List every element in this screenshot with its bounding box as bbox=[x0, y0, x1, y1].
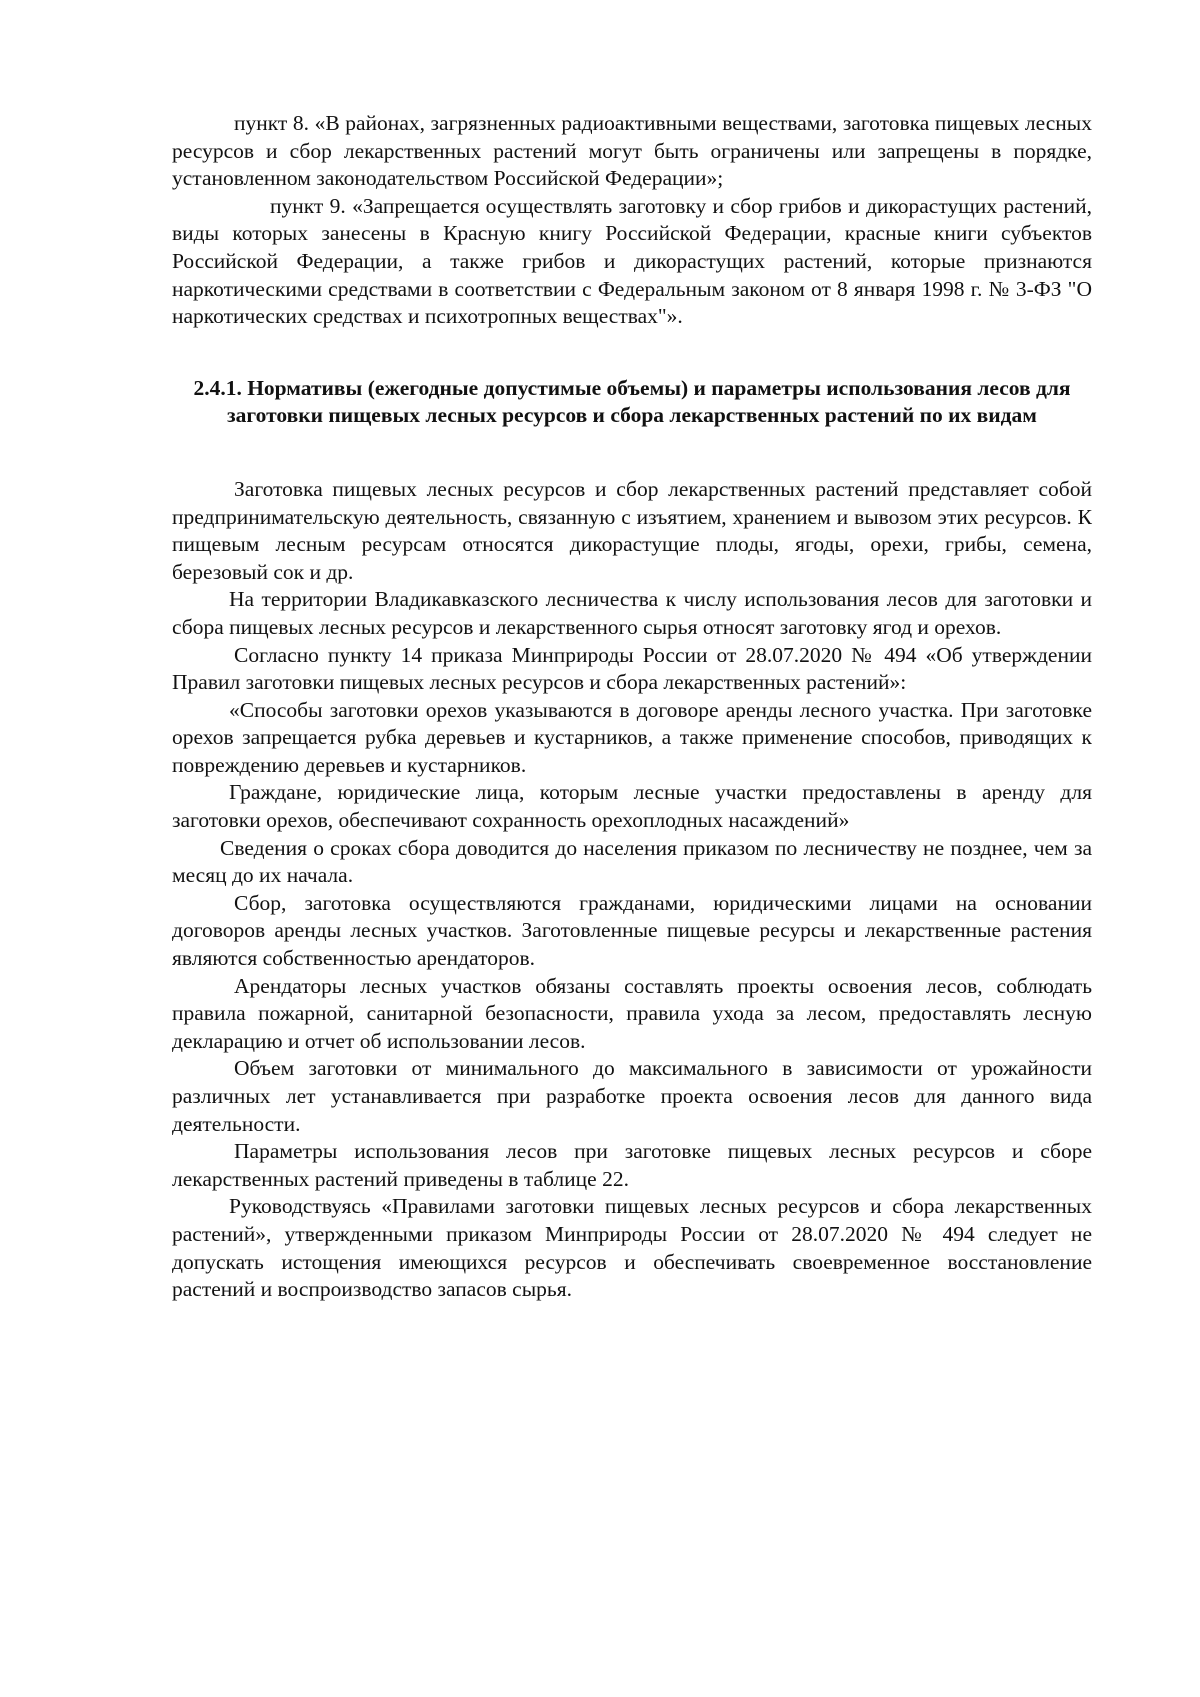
paragraph-punkt-8: пункт 8. «В районах, загрязненных радиоактивными веществами, заготовка пищевых лесных ресурсов и сбор лекарственных растений могут быть ограничены или запрещены в порядке, установленном законодательством Российской Федерации»; bbox=[172, 111, 1092, 191]
section-body bbox=[172, 476, 1092, 1304]
section-heading: 2.4.1. Нормативы (ежегодные допустимые объемы) и параметры использования лесов для заготовки пищевых лесных ресурсов и сбора лекарственных растений по их видам bbox=[193, 375, 1071, 428]
paragraph: Объем заготовки от минимального до максимального в зависимости от урожайности различных лет устанавливается при разработке проекта освоения лесов для данного вида деятельности. bbox=[172, 1056, 1092, 1136]
document-page bbox=[172, 110, 1092, 1304]
intro-block bbox=[172, 110, 1092, 331]
paragraph: На территории Владикавказского лесничества к числу использования лесов для заготовки и сбора пищевых лесных ресурсов и лекарственного сырья относят заготовку ягод и орехов. bbox=[172, 587, 1092, 639]
paragraph: Параметры использования лесов при заготовке пищевых лесных ресурсов и сборе лекарственных растений приведены в таблице 22. bbox=[172, 1139, 1092, 1191]
paragraph-punkt-9: пункт 9. «Запрещается осуществлять заготовку и сбор грибов и дикорастущих растений, виды которых занесены в Красную книгу Российской Федерации, красные книги субъектов Российской Федерации, а также грибов и дикорастущих растений, которые признаются наркотическими средствами в соответствии с Федеральным законом от 8 января 1998 г. № 3-ФЗ "О наркотических средствах и психотропных веществах"». bbox=[172, 193, 1092, 329]
paragraph: Согласно пункту 14 приказа Минприроды России от 28.07.2020 № 494 «Об утверждении Правил заготовки пищевых лесных ресурсов и сбора лекарственных растений»: bbox=[172, 642, 1092, 695]
paragraph: Сведения о сроках сбора доводится до населения приказом по лесничеству не позднее, чем за месяц до их начала. bbox=[172, 835, 1092, 888]
paragraph: «Способы заготовки орехов указываются в договоре аренды лесного участка. При заготовке орехов запрещается рубка деревьев и кустарников, а также применение способов, приводящих к повреждению деревьев и кустарников. bbox=[172, 697, 1092, 777]
paragraph: Руководствуясь «Правилами заготовки пищевых лесных ресурсов и сбора лекарственных растений», утвержденными приказом Минприроды России от 28.07.2020 № 494 следует не допускать истощения имеющихся ресурсов и обеспечивать своевременное восстановление растений и воспроизводство запасов сырья. bbox=[172, 1194, 1092, 1302]
paragraph: Сбор, заготовка осуществляются гражданами, юридическими лицами на основании договоров аренды лесных участков. Заготовленные пищевые ресурсы и лекарственные растения являются собственностью арендаторов. bbox=[172, 890, 1092, 971]
paragraph: Заготовка пищевых лесных ресурсов и сбор лекарственных растений представляет собой предпринимательскую деятельность, связанную с изъятием, хранением и вывозом этих ресурсов. К пищевым лесным ресурсам относятся дикорастущие плоды, ягоды, орехи, грибы, семена, березовый сок и др. bbox=[172, 476, 1092, 584]
paragraph: Арендаторы лесных участков обязаны составлять проекты освоения лесов, соблюдать правила пожарной, санитарной безопасности, правила ухода за лесом, предоставлять лесную декларацию и отчет об использовании лесов. bbox=[172, 973, 1092, 1053]
paragraph: Граждане, юридические лица, которым лесные участки предоставлены в аренду для заготовки орехов, обеспечивают сохранность орехоплодных насаждений» bbox=[172, 780, 1092, 833]
